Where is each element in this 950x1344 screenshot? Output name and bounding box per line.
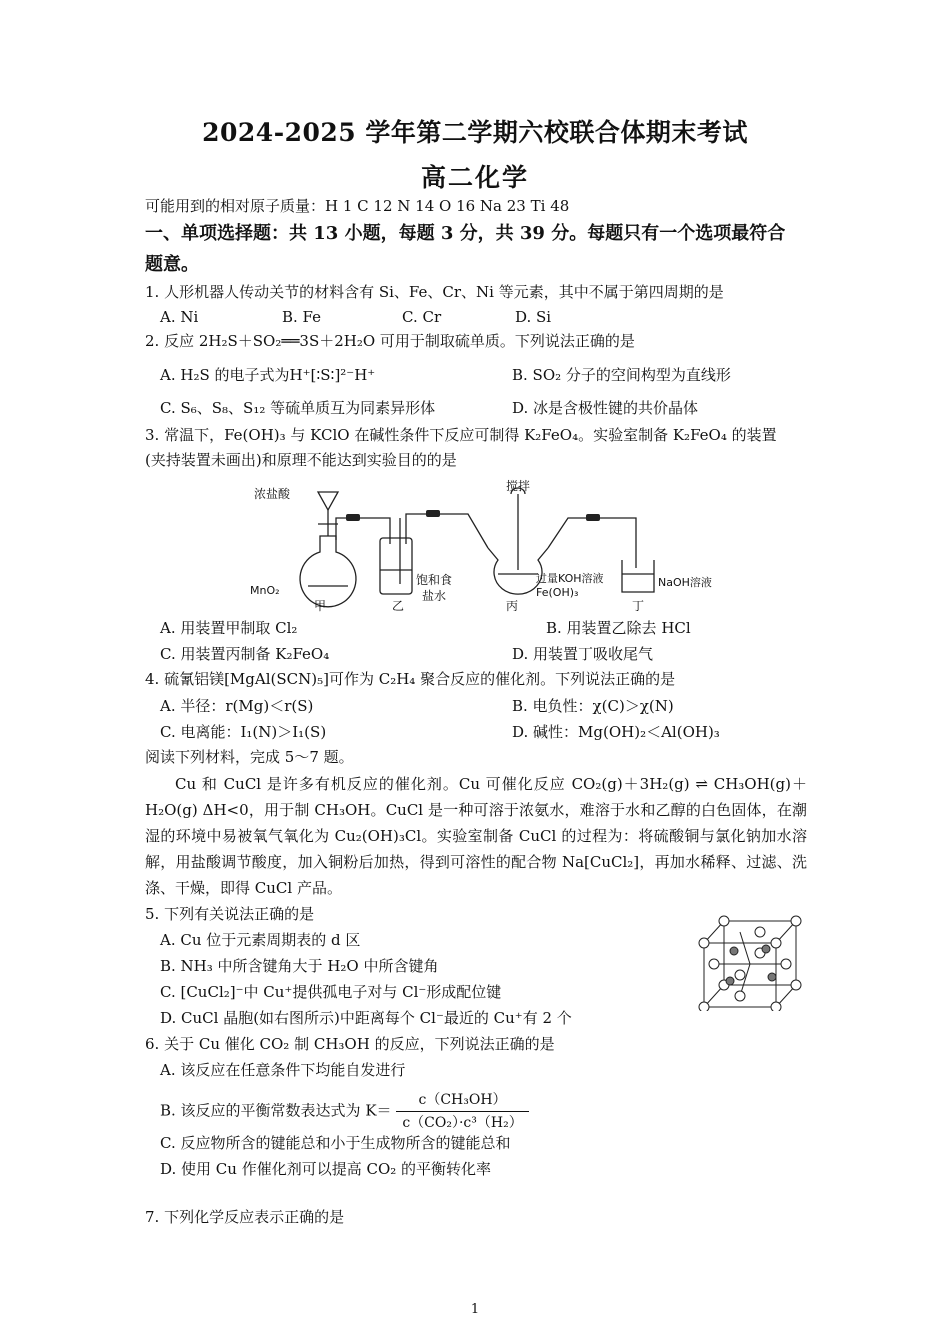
q5-stem: 5. 下列有关说法正确的是 <box>145 905 315 923</box>
q6-option-b-prefix: B. 该反应的平衡常数表达式为 K＝ <box>160 1101 392 1120</box>
reading-paragraph: Cu 和 CuCl 是许多有机反应的催化剂。Cu 可催化反应 CO₂(g)＋3H₂(g) ⇌ CH₃OH(g)＋H₂O(g) ΔH<0，用于制 CH₃OH。CuCl 是一种可溶于浓氨水，难溶于水和乙醇的白色固体，在潮湿的环境中易被氧气氧化为 Cu₂(OH)₃Cl。实验室制备 CuCl 的过程为：将硫酸铜与氯化钠加水溶解，用盐酸调节酸度，加入铜粉后加热，得到可溶性的配合物 Na[CuCl₂]，再加水稀释、过滤、洗涤、干燥，即得 CuCl 产品。 <box>145 775 807 897</box>
q3-option-a: A. 用装置甲制取 Cl₂ <box>160 619 298 637</box>
q6-option-a: A. 该反应在任意条件下均能自发进行 <box>160 1061 406 1079</box>
fraction-numerator: c（CH₃OH） <box>418 1092 507 1108</box>
label-naoh: NaOH溶液 <box>658 576 712 589</box>
separatory-funnel <box>318 492 338 510</box>
q6-option-b <box>160 1090 529 1133</box>
page-number: 1 <box>470 1302 480 1317</box>
label-conc-hcl: 浓盐酸 <box>254 487 291 501</box>
round-flask <box>300 536 356 607</box>
q3-option-d: D. 用装置丁吸收尾气 <box>512 645 654 663</box>
q5-option-c: C. [CuCl₂]⁻中 Cu⁺提供孤电子对与 Cl⁻形成配位键 <box>160 983 502 1001</box>
q6-stem: 6. 关于 Cu 催化 CO₂ 制 CH₃OH 的反应，下列说法正确的是 <box>145 1035 555 1053</box>
label-yi: 乙 <box>392 599 405 613</box>
section-heading-cont: 题意。 <box>145 254 199 275</box>
q3-option-b: B. 用装置乙除去 HCl <box>546 619 691 637</box>
q4-option-c: C. 电离能：I₁(N)＞I₁(S) <box>160 723 327 741</box>
cucl-unit-cell-figure <box>694 911 806 1011</box>
q1-stem: 1. 人形机器人传动关节的材料含有 Si、Fe、Cr、Ni 等元素，其中不属于第四周期的是 <box>145 283 724 301</box>
q1-option-d: D. Si <box>515 308 552 326</box>
label-koh: 过量KOH溶液 <box>536 572 604 585</box>
section-heading: 一、单项选择题：共 13 小题，每题 3 分，共 39 分。每题只有一个选项最符合 <box>145 223 786 244</box>
label-sat-nacl-2: 盐水 <box>422 589 447 603</box>
label-jia: 甲 <box>314 599 327 613</box>
exam-title: 2024-2025 学年第二学期六校联合体期末考试 <box>202 118 748 147</box>
fraction-denominator: c（CO₂）·c³（H₂） <box>396 1111 528 1133</box>
label-stir: 搅拌 <box>506 479 531 493</box>
label-mno2: MnO₂ <box>250 584 280 597</box>
label-ding: 丁 <box>632 599 645 613</box>
q6-option-c: C. 反应物所含的键能总和小于生成物所含的键能总和 <box>160 1134 511 1152</box>
label-bing: 丙 <box>506 599 519 613</box>
q5-option-b: B. NH₃ 中所含键角大于 H₂O 中所含键角 <box>160 957 439 975</box>
atomic-masses: 可能用到的相对原子质量：H 1 C 12 N 14 O 16 Na 23 Ti 48 <box>145 197 570 215</box>
washing-bottle <box>380 538 412 594</box>
q3-option-c: C. 用装置丙制备 K₂FeO₄ <box>160 645 330 663</box>
q4-stem: 4. 硫氰铝镁[MgAl(SCN)₅]可作为 C₂H₄ 聚合反应的催化剂。下列说法正确的是 <box>145 670 676 688</box>
q7-stem: 7. 下列化学反应表示正确的是 <box>145 1208 345 1226</box>
label-feoh3: Fe(OH)₃ <box>536 586 579 599</box>
beaker <box>622 560 654 592</box>
q6-option-d: D. 使用 Cu 作催化剂可以提高 CO₂ 的平衡转化率 <box>160 1160 492 1178</box>
q2-stem: 2. 反应 2H₂S＋SO₂══3S＋2H₂O 可用于制取硫单质。下列说法正确的是 <box>145 332 635 350</box>
q1-option-b: B. Fe <box>282 308 322 326</box>
q2-option-d: D. 冰是含极性键的共价晶体 <box>512 399 699 417</box>
reading-intro: 阅读下列材料，完成 5～7 题。 <box>145 748 354 766</box>
apparatus-figure <box>248 474 718 614</box>
q5-option-a: A. Cu 位于元素周期表的 d 区 <box>160 931 361 949</box>
q2-option-c: C. S₆、S₈、S₁₂ 等硫单质互为同素异形体 <box>160 399 436 417</box>
q2-option-a: A. H₂S 的电子式为H⁺[∶S∶]²⁻H⁺ <box>160 366 376 384</box>
q4-option-b: B. 电负性：χ(C)＞χ(N) <box>512 697 674 715</box>
q2-option-b: B. SO₂ 分子的空间构型为直线形 <box>512 366 731 384</box>
exam-subject: 高二化学 <box>420 163 529 192</box>
q4-option-d: D. 碱性：Mg(OH)₂＜Al(OH)₃ <box>512 723 720 741</box>
q1-option-c: C. Cr <box>402 308 442 326</box>
q5-option-d: D. CuCl 晶胞(如右图所示)中距离每个 Cl⁻最近的 Cu⁺有 2 个 <box>160 1009 572 1027</box>
q1-option-a: A. Ni <box>160 308 199 326</box>
equilibrium-constant-fraction <box>396 1090 528 1133</box>
q3-stem: 3. 常温下，Fe(OH)₃ 与 KClO 在碱性条件下反应可制得 K₂FeO₄。实验室制备 K₂FeO₄ 的装置 <box>145 426 777 444</box>
q3-stem-cont: (夹持装置未画出)和原理不能达到实验目的的是 <box>145 451 457 469</box>
label-sat-nacl: 饱和食 <box>416 573 453 587</box>
q4-option-a: A. 半径：r(Mg)＜r(S) <box>160 697 314 715</box>
